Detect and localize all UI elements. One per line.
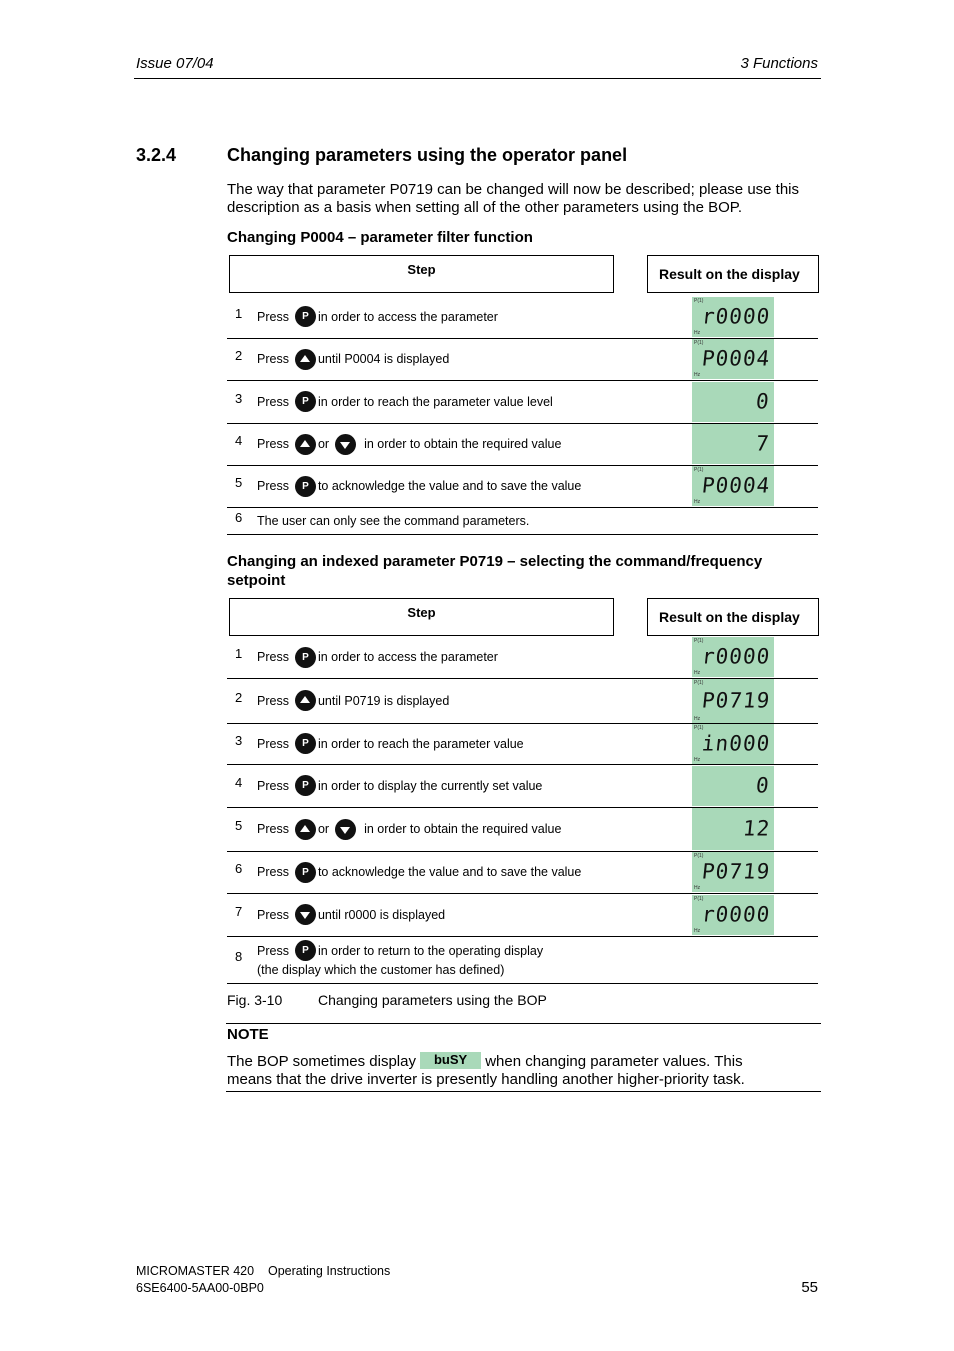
lcd-display xyxy=(692,637,774,677)
lcd-value: 7 xyxy=(755,431,772,456)
note-title: NOTE xyxy=(227,1026,269,1043)
step-text: The user can only see the command parameters. xyxy=(257,513,530,528)
lcd-value: 12 xyxy=(741,816,772,841)
lcd-value: in000 xyxy=(700,731,772,756)
step-text: Press P in order to reach the parameter value xyxy=(257,732,524,756)
lcd-value: r0000 xyxy=(700,644,772,669)
lcd-display xyxy=(692,424,774,464)
lcd-indicator-top: P(1) xyxy=(694,895,704,902)
lcd-value: P0004 xyxy=(700,346,772,371)
note-text xyxy=(227,1052,745,1089)
table-row xyxy=(227,807,818,852)
header-issue: Issue 07/04 xyxy=(136,55,214,72)
lcd-display xyxy=(692,339,774,379)
p-button-icon: P xyxy=(295,733,316,754)
step-text: Press P in order to reach the parameter value level xyxy=(257,390,553,414)
down-button-icon xyxy=(335,819,356,840)
lcd-indicator-top: P(1) xyxy=(694,679,704,686)
section-number: 3.2.4 xyxy=(136,145,177,165)
lcd-display xyxy=(692,895,774,935)
table-row xyxy=(227,423,818,466)
lcd-display xyxy=(692,679,774,723)
step-text: Press P in order to display the currently set value xyxy=(257,774,542,798)
page-number: 55 xyxy=(801,1279,818,1296)
figure-label: Fig. 3-10 xyxy=(227,992,283,1008)
lcd-display xyxy=(692,852,774,892)
step-text: Press or in order to obtain the required value xyxy=(257,432,561,456)
lcd-value: 0 xyxy=(755,389,772,414)
step-number: 2 xyxy=(235,348,243,363)
table-row xyxy=(227,851,818,894)
step-number: 5 xyxy=(235,475,243,490)
footer-order: 6SE6400-5AA00-0BP0 xyxy=(136,1281,264,1295)
step-text: Press P to acknowledge the value and to save the value xyxy=(257,474,581,498)
step-number: 7 xyxy=(235,903,243,919)
lcd-display xyxy=(692,466,774,506)
table-row xyxy=(227,338,818,381)
lcd-indicator-bottom: Hz xyxy=(694,499,701,505)
step-number: 8 xyxy=(235,948,243,964)
figure-caption: Changing parameters using the BOP xyxy=(318,992,547,1008)
table-row xyxy=(227,465,818,508)
lcd-indicator-bottom: Hz xyxy=(694,715,701,722)
table-row xyxy=(227,678,818,724)
lcd-value: P0719 xyxy=(700,859,772,884)
step-number: 3 xyxy=(235,732,243,748)
lcd-indicator-top: P(1) xyxy=(694,297,704,304)
step-number: 5 xyxy=(235,818,243,833)
note-after: when changing parameter values. This xyxy=(485,1053,743,1070)
table1-heading: Changing P0004 – parameter filter function xyxy=(227,229,533,246)
p-button-icon: P xyxy=(295,476,316,497)
lcd-indicator-top: P(1) xyxy=(694,340,704,346)
step-number: 1 xyxy=(235,646,243,661)
step-number: 6 xyxy=(235,509,243,525)
p-button-icon: P xyxy=(295,775,316,796)
down-button-icon xyxy=(335,434,356,455)
p-button-icon: P xyxy=(295,306,316,327)
table-row xyxy=(227,764,818,808)
up-button-icon xyxy=(295,434,316,455)
step-text: Press P in order to return to the operating display (the display which the customer has defined) xyxy=(257,940,543,977)
step-text: Press P to acknowledge the value and to save the value xyxy=(257,860,581,884)
step-number: 2 xyxy=(235,689,243,705)
p-button-icon: P xyxy=(295,391,316,412)
table2-heading: Changing an indexed parameter P0719 – selecting the command/frequency setpoint xyxy=(227,553,763,589)
busy-display: buSY xyxy=(420,1052,481,1069)
lcd-indicator-top: P(1) xyxy=(694,724,704,731)
step-number: 4 xyxy=(235,774,243,790)
lcd-display xyxy=(692,724,774,764)
up-button-icon xyxy=(295,819,316,840)
step-text: Press or in order to obtain the required value xyxy=(257,817,561,841)
step-text: Press P in order to access the parameter xyxy=(257,645,498,669)
lcd-indicator-bottom: Hz xyxy=(694,885,701,891)
table-row xyxy=(227,636,818,679)
p-button-icon: P xyxy=(295,940,316,961)
lcd-value: r0000 xyxy=(700,902,772,927)
step-number: 1 xyxy=(235,305,243,321)
table-row xyxy=(227,893,818,937)
lcd-indicator-top: P(1) xyxy=(694,467,704,473)
lcd-indicator-bottom: Hz xyxy=(694,756,701,763)
table-row xyxy=(227,380,818,424)
step-text: Press until r0000 is displayed xyxy=(257,903,445,927)
note-line2: means that the drive inverter is presently handling another higher-priority task. xyxy=(227,1071,745,1088)
up-button-icon xyxy=(295,349,316,370)
table-row xyxy=(227,507,818,535)
step-text: Press until P0004 is displayed xyxy=(257,347,449,371)
table2-step-header: Step xyxy=(229,598,614,636)
p-button-icon: P xyxy=(295,862,316,883)
lcd-indicator-bottom: Hz xyxy=(694,372,701,378)
lcd-display xyxy=(692,382,774,422)
step-number: 6 xyxy=(235,861,243,876)
table1-step-header: Step xyxy=(229,255,614,293)
note-top-rule xyxy=(226,1023,821,1024)
header-rule xyxy=(134,78,821,79)
lcd-value: P0004 xyxy=(700,473,772,498)
step-number: 4 xyxy=(235,433,243,448)
note-before: The BOP sometimes display xyxy=(227,1053,416,1070)
lcd-display xyxy=(692,766,774,806)
section-title: Changing parameters using the operator panel xyxy=(227,145,628,165)
step-number: 3 xyxy=(235,390,243,406)
down-button-icon xyxy=(295,904,316,925)
intro-paragraph: The way that parameter P0719 can be changed will now be described; please use this description as a basis when setting all of the other parameters using the BOP. xyxy=(227,181,800,216)
table-row xyxy=(227,936,818,984)
table2-result-header: Result on the display xyxy=(647,598,819,636)
step-text: Press P in order to access the parameter xyxy=(257,305,498,329)
header-chapter: 3 Functions xyxy=(740,55,818,72)
lcd-indicator-bottom: Hz xyxy=(694,329,701,336)
lcd-indicator-bottom: Hz xyxy=(694,670,701,676)
lcd-indicator-top: P(1) xyxy=(694,853,704,859)
lcd-value: r0000 xyxy=(700,304,772,329)
up-button-icon xyxy=(295,690,316,711)
table1-result-header: Result on the display xyxy=(647,255,819,293)
lcd-indicator-bottom: Hz xyxy=(694,927,701,934)
note-bottom-rule xyxy=(226,1091,821,1092)
footer-product: MICROMASTER 420 Operating Instructions xyxy=(136,1264,391,1278)
p-button-icon: P xyxy=(295,647,316,668)
lcd-value: P0719 xyxy=(700,688,772,713)
lcd-display xyxy=(692,297,774,337)
table-row xyxy=(227,723,818,765)
lcd-value: 0 xyxy=(755,773,772,798)
step-text: Press until P0719 is displayed xyxy=(257,689,449,713)
table-row xyxy=(227,295,818,339)
lcd-indicator-top: P(1) xyxy=(694,638,704,644)
lcd-display xyxy=(692,808,774,850)
